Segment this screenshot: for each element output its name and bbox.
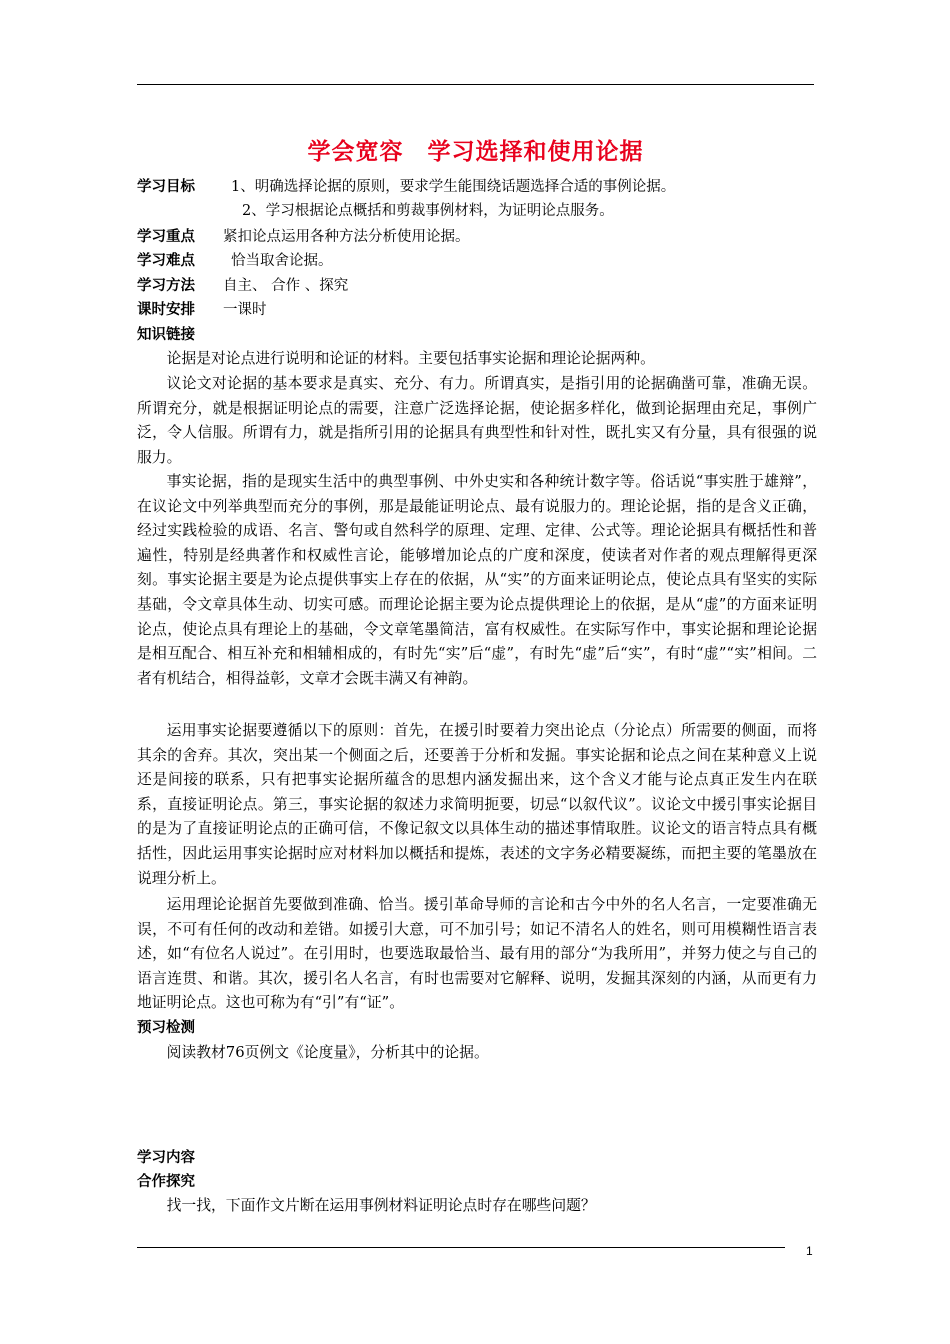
footer-rule — [137, 1247, 785, 1248]
difficult-row — [137, 249, 333, 273]
goal-2: 2、学习根据论点概括和剪裁事例材料，为证明论点服务。 — [242, 203, 614, 219]
schedule-text: 一课时 — [223, 302, 267, 318]
goal-row — [137, 175, 675, 199]
difficult-text: 恰当取舍论据。 — [231, 253, 333, 269]
content-heading: 学习内容 — [137, 1150, 195, 1166]
knowledge-paragraph-1: 论据是对论点进行说明和论证的材料。主要包括事实论据和理论论据两种。 — [166, 350, 655, 367]
knowledge-paragraph-4: 运用事实论据要遵循以下的原则：首先，在援引时要着力突出论点（分论点）所需要的侧面，而将其余的舍弃。其次，突出某一个侧面之后，还要善于分析和发掘。事实论据和论点之间在某种意义上说还是间接的联系，只有把事实论据所蕴含的思想内涵发掘出来，这个含义才能与论点真正发生内在联系，直接证明论点。第三，事实论据的叙述力求简明扼要，切忌“以叙代议”。议论文中援引事实论据目的是为了直接证明论点的正确可信，不像记叙文以具体生动的描述事情取胜。议论文的语言特点具有概括性，因此运用事实论据时应对材料加以概括和提炼，表述的文字务必精要凝练，而把主要的笔墨放在说理分析上。 — [137, 722, 817, 887]
preview-heading: 预习检测 — [137, 1020, 195, 1036]
method-label: 学习方法 — [137, 278, 195, 294]
preview-text: 阅读教材76页例文《论度量》，分析其中的论据。 — [166, 1044, 489, 1061]
schedule-row — [137, 298, 267, 322]
knowledge-paragraph-5: 运用理论论据首先要做到准确、恰当。援引革命导师的言论和古今中外的名人名言，一定要准确无误，不可有任何的改动和差错。如援引大意，可不加引号；如记不清名人的姓名，则可用模糊性语言表述，如“有位名人说过”。在引用时，也要选取最恰当、最有用的部分“为我所用”，并努力使之与自己的语言连贯、和谐。其次，援引名人名言，有时也需要对它解释、说明，发掘其深刻的内涵，从而更有力地证明论点。这也可称为有“引”有“证”。 — [137, 896, 817, 1012]
knowledge-paragraph-2: 议论文对论据的基本要求是真实、充分、有力。所谓真实，是指引用的论据确凿可靠，准确无误。所谓充分，就是根据证明论点的需要，注意广泛选择论据，使论据多样化，做到论据理由充足，事例广泛，令人信服。所谓有力，就是指所引用的论据具有典型性和针对性，既扎实又有分量，具有很强的说服力。 — [137, 375, 817, 466]
key-row — [137, 225, 470, 249]
key-text: 紧扣论点运用各种方法分析使用论据。 — [223, 229, 470, 245]
key-label: 学习重点 — [137, 229, 195, 245]
knowledge-heading: 知识链接 — [137, 327, 195, 343]
goal-1: 1、明确选择论据的原则，要求学生能围绕话题选择合适的事例论据。 — [231, 179, 676, 195]
goal-row-2 — [242, 199, 614, 223]
goal-label: 学习目标 — [137, 179, 195, 195]
difficult-label: 学习难点 — [137, 253, 195, 269]
content-text: 找一找，下面作文片断在运用事例材料证明论点时存在哪些问题？ — [166, 1197, 596, 1214]
knowledge-paragraph-3: 事实论据，指的是现实生活中的典型事例、中外史实和各种统计数字等。俗话说“事实胜于雄辩”，在议论文中列举典型而充分的事例，那是最能证明论点、最有说服力的。理论论据，指的是含义正确，经过实践检验的成语、名言、警句或自然科学的原理、定理、定律、公式等。理论论据具有概括性和普遍性，特别是经典著作和权威性言论，能够增加论点的广度和深度，使读者对作者的观点理解得更深刻。事实论据主要是为论点提供事实上存在的依据，从“实”的方面来证明论点，使论点具有坚实的实际基础，令文章具体生动、切实可感。而理论论据主要为论点提供理论上的依据，是从“虚”的方面来证明论点，使论点具有理论上的基础，令文章笔墨简洁，富有权威性。在实际写作中，事实论据和理论论据是相互配合、相互补充和相辅相成的，有时先“实”后“虚”，有时先“虚”后“实”，有时“虚”“实”相间。二者有机结合，相得益彰，文章才会既丰满又有神韵。 — [137, 473, 817, 687]
page-number: 1 — [806, 1244, 813, 1258]
schedule-label: 课时安排 — [137, 302, 195, 318]
content-subheading: 合作探究 — [137, 1174, 195, 1190]
header-rule — [137, 84, 814, 85]
page-title: 学会宽容 学习选择和使用论据 — [307, 139, 644, 165]
method-row — [137, 274, 348, 298]
method-text: 自主、 合作 、探究 — [223, 278, 349, 294]
